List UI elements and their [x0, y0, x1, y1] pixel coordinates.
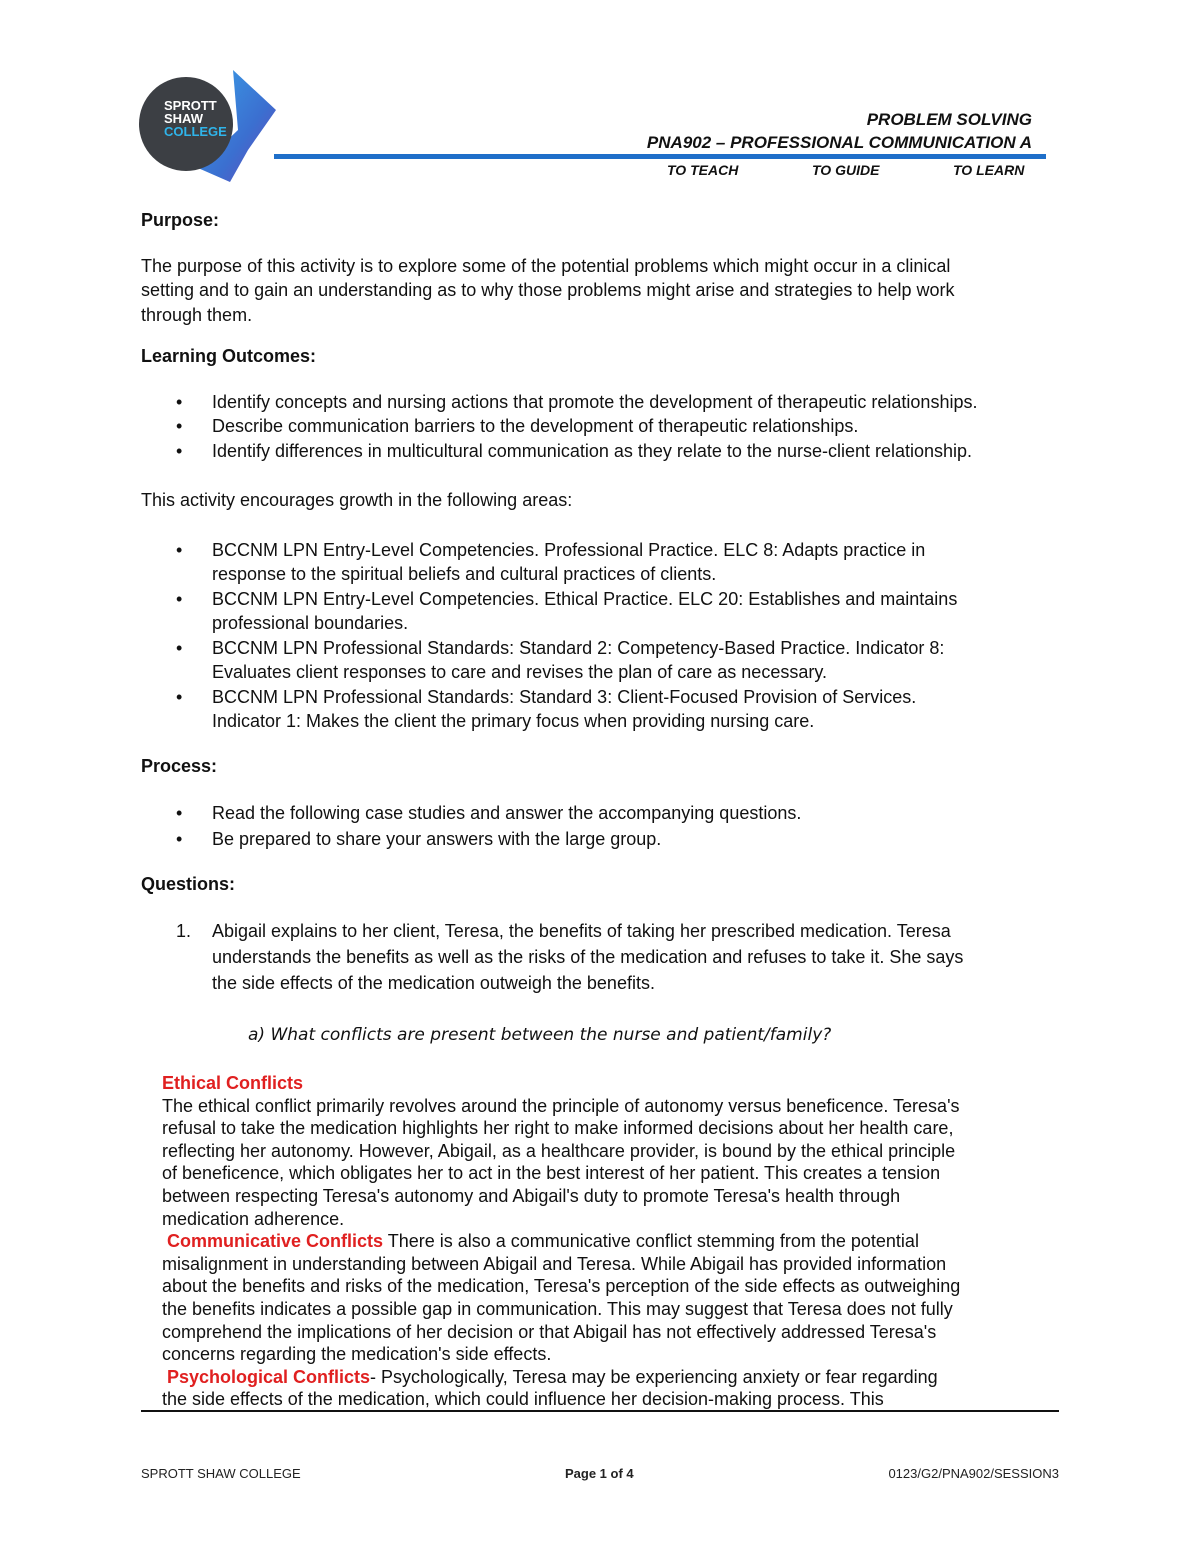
- bullet-icon: •: [176, 687, 183, 707]
- bullet-icon: •: [176, 829, 183, 849]
- footer-rule: [141, 1410, 1059, 1412]
- growth-intro: This activity encourages growth in the following areas:: [141, 490, 573, 510]
- communicative-conflicts-heading: Communicative Conflicts: [167, 1231, 384, 1252]
- growth-item: BCCNM LPN Professional Standards: Standard 2: Competency-Based Practice. Indicator 8: Evaluates client responses to care and revises the plan of care as necessary.: [212, 638, 945, 683]
- process-heading: Process:: [141, 756, 218, 776]
- answer-text: Ethical Conflicts The ethical conflict primarily revolves around the principle of autonomy versus beneficence. Teresa's refusal to take the medication highlights her right to make informed decisions about her health care, reflecting her autonomy. However, Abigail, as a healthcare provider, is bound by the ethical principle of beneficence, which obligates her to act in the best interest of her patient. This creates a tension between respecting Teresa's autonomy and Abigail's duty to promote Teresa's health through medication adherence. Communicative Conflicts There is also a communicative conflict stemming from the potential misalignment in understanding between Abigail and Teresa. While Abigail has provided information about the benefits and risks of the medication, Teresa's perception of the side effects as outweighing the benefits indicates a possible gap in communication. This may suggest that Teresa does not fully comprehend the implications of her decision or that Abigail has not effectively addressed Teresa's concerns regarding the medication's side effects. Psychological Conflicts- Psychologically, Teresa may be experiencing anxiety or fear regarding the side effects of the medication, which could influence her decision-making process. This: [162, 1072, 1062, 1411]
- bullet-icon: •: [176, 638, 183, 658]
- outcome-item: Describe communication barriers to the development of therapeutic relationships.: [212, 416, 859, 436]
- college-logo: [138, 70, 276, 182]
- bullet-icon: •: [176, 416, 183, 436]
- bullet-icon: •: [176, 589, 183, 609]
- process-item: Read the following case studies and answer the accompanying questions.: [212, 803, 802, 823]
- process-item: Be prepared to share your answers with the large group.: [212, 829, 662, 849]
- purpose-text: The purpose of this activity is to explore some of the potential problems which might occur in a clinical setting and to gain an understanding as to why those problems might arise and strategies to help work through them.: [141, 256, 955, 325]
- learning-outcomes-heading: Learning Outcomes:: [141, 346, 317, 366]
- question-number: 1.: [176, 921, 192, 941]
- header-rule: [274, 154, 1046, 159]
- growth-item: BCCNM LPN Entry-Level Competencies. Professional Practice. ELC 8: Adapts practice in response to the spiritual beliefs and cultural practices of clients.: [212, 540, 926, 585]
- bullet-icon: •: [176, 441, 183, 461]
- psychological-conflicts-heading: Psychological Conflicts: [167, 1366, 371, 1387]
- document-code: 0123/G2/PNA902/SESSION3: [888, 1466, 1059, 1481]
- outcome-item: Identify differences in multicultural communication as they relate to the nurse-client relationship.: [212, 441, 973, 461]
- sub-question-a: a) What conflicts are present between the nurse and patient/family?: [248, 1025, 832, 1045]
- motto-learn: TO LEARN: [953, 162, 1025, 178]
- logo-line-2: SHAW: [164, 111, 203, 126]
- motto-teach: TO TEACH: [667, 162, 739, 178]
- questions-heading: Questions:: [141, 874, 236, 894]
- growth-item: BCCNM LPN Professional Standards: Standard 3: Client-Focused Provision of Services. Indicator 1: Makes the client the primary focus when providing nursing care.: [212, 687, 917, 732]
- course-title: PNA902 – PROFESSIONAL COMMUNICATION A: [646, 133, 1032, 152]
- question-1-text: Abigail explains to her client, Teresa, the benefits of taking her prescribed medication. Teresa understands the benefits as well as the risks of the medication and refuses to take it. She says the side effects of the medication outweigh the benefits.: [212, 921, 964, 993]
- ethical-conflicts-heading: Ethical Conflicts: [162, 1073, 304, 1093]
- bullet-icon: •: [176, 803, 183, 823]
- logo-line-3: COLLEGE: [164, 124, 227, 139]
- footer-college: SPROTT SHAW COLLEGE: [141, 1466, 301, 1481]
- outcome-item: Identify concepts and nursing actions that promote the development of therapeutic relationships.: [212, 392, 978, 412]
- page-number: Page 1 of 4: [565, 1466, 634, 1481]
- bullet-icon: •: [176, 540, 183, 560]
- purpose-heading: Purpose:: [141, 210, 220, 230]
- motto-guide: TO GUIDE: [812, 162, 880, 178]
- logo-line-1: SPROTT: [164, 98, 217, 113]
- growth-item: BCCNM LPN Entry-Level Competencies. Ethical Practice. ELC 20: Establishes and maintains professional boundaries.: [212, 589, 958, 634]
- bullet-icon: •: [176, 392, 183, 412]
- document-title: PROBLEM SOLVING: [866, 110, 1032, 129]
